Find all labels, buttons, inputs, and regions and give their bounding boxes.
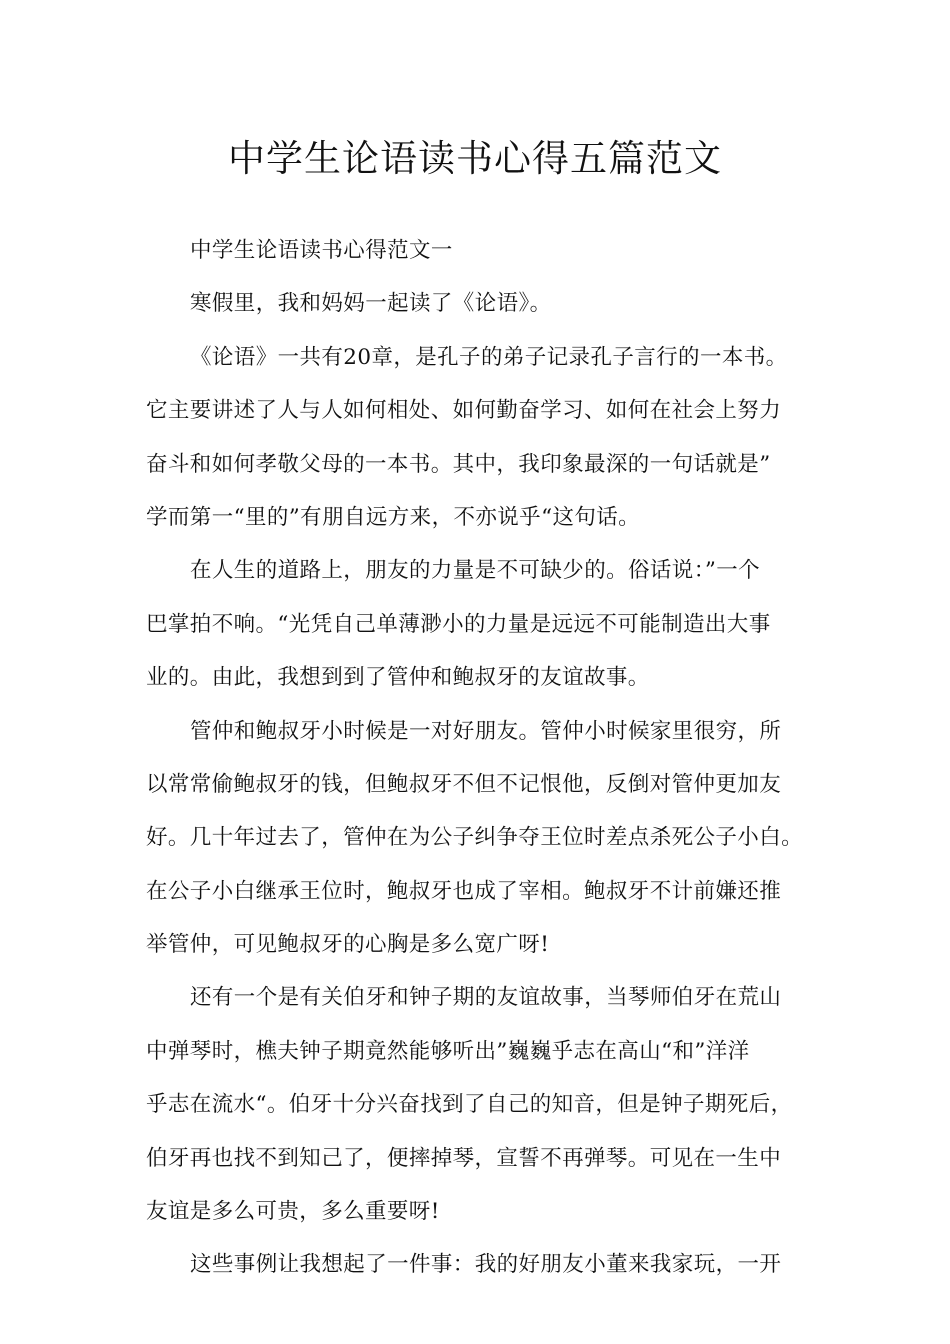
text-line: 乎志在流水“。伯牙十分兴奋找到了自己的知音，但是钟子期死后， (146, 1092, 793, 1118)
text-line: 还有一个是有关伯牙和钟子期的友谊故事，当琴师伯牙在荒山 (190, 985, 782, 1011)
text-line: 在人生的道路上，朋友的力量是不可缺少的。俗话说：”一个 (190, 558, 761, 584)
document-body (146, 224, 816, 1292)
text-line: 管仲和鲍叔牙小时候是一对好朋友。管仲小时候家里很穷，所 (190, 718, 782, 744)
text-line: 中弹琴时，樵夫钟子期竟然能够听出”巍巍乎志在高山“和”洋洋 (146, 1038, 750, 1064)
text-line: 友谊是多么可贵，多么重要呀! (146, 1199, 440, 1225)
text-line: 学而第一“里的”有朋自远方来，不亦说乎“这句话。 (146, 504, 641, 530)
text-line: 业的。由此，我想到到了管仲和鲍叔牙的友谊故事。 (146, 665, 650, 691)
text-line: 以常常偷鲍叔牙的钱，但鲍叔牙不但不记恨他，反倒对管仲更加友 (146, 771, 782, 797)
document-title: 中学生论语读书心得五篇范文 (228, 137, 722, 180)
text-line: 这些事例让我想起了一件事：我的好朋友小董来我家玩，一开 (190, 1252, 782, 1278)
text-line: 巴掌拍不响。“光凭自己单薄渺小的力量是远远不可能制造出大事 (146, 611, 771, 637)
text-line: 伯牙再也找不到知己了，便摔掉琴，宣誓不再弹琴。可见在一生中 (146, 1145, 782, 1171)
text-line: 寒假里，我和妈妈一起读了《论语》。 (190, 291, 552, 317)
text-line: 好。几十年过去了，管仲在为公子纠争夺王位时差点杀死公子小白。 (146, 825, 804, 851)
text-line: 奋斗和如何孝敬父母的一本书。其中，我印象最深的一句话就是” (146, 451, 771, 477)
text-line: 中学生论语读书心得范文一 (190, 238, 453, 263)
text-line: 举管仲，可见鲍叔牙的心胸是多么宽广呀! (146, 932, 550, 958)
text-line: 在公子小白继承王位时，鲍叔牙也成了宰相。鲍叔牙不计前嫌还推 (146, 878, 782, 904)
text-line: 《论语》一共有20章，是孔子的弟子记录孔子言行的一本书。 (190, 344, 788, 370)
text-line: 它主要讲述了人与人如何相处、如何勤奋学习、如何在社会上努力 (146, 398, 782, 424)
